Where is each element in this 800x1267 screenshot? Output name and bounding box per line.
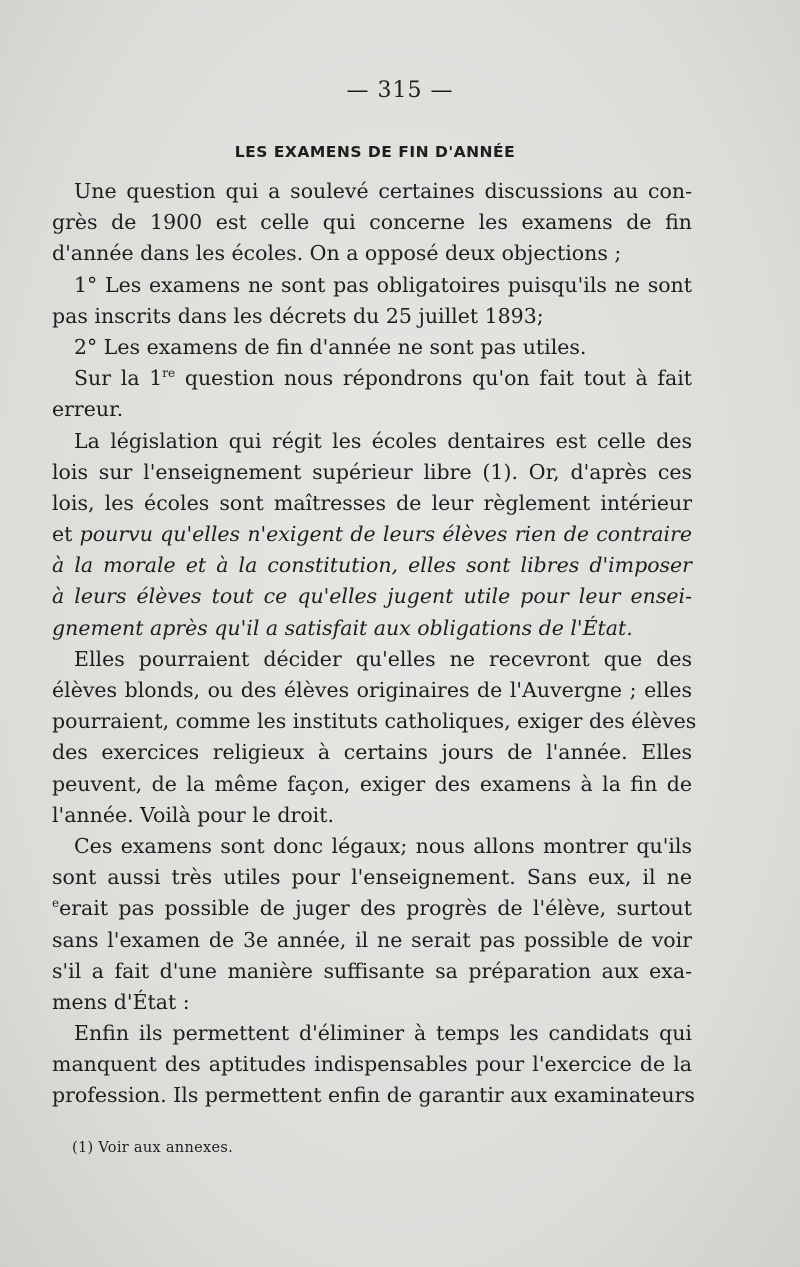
text-line: La législation qui régit les écoles dentaires est celle des	[74, 428, 692, 453]
text-line: erreur.	[52, 397, 124, 422]
body-text	[52, 176, 697, 1112]
text-line: des exercices religieux à certains jours de l'année. Elles	[52, 740, 692, 765]
text-line: élèves blonds, ou des élèves originaires de l'Auvergne ; elles	[52, 678, 692, 702]
text-line: 1° Les examens ne sont pas obligatoires puisqu'ils ne sont	[74, 272, 692, 297]
text-line: grès de 1900 est celle qui concerne les examens de fin	[52, 210, 692, 235]
text-line: mens d'État :	[52, 989, 190, 1014]
text-line: Elles pourraient décider qu'elles ne recevront que des	[74, 646, 692, 671]
text-line: pas inscrits dans les décrets du 25 juillet 1893;	[52, 303, 544, 328]
text-line: d'année dans les écoles. On a opposé deux objections ;	[52, 241, 622, 266]
text-line: Ces examens sont donc légaux; nous allons montrer qu'ils	[74, 833, 692, 858]
text-line: s'il a fait d'une manière suffisante sa préparation aux exa-	[52, 958, 692, 983]
text-line: profession. Ils permettent enfin de garantir aux examinateurs	[52, 1083, 695, 1108]
footnote: (1) Voir aux annexes.	[72, 1140, 233, 1156]
text-line: peuvent, de la même façon, exiger des examens à la fin de	[52, 771, 692, 796]
text-line: pourraient, comme les instituts catholiques, exiger des élèves	[52, 709, 697, 734]
text-line: à la morale et à la constitution, elles sont libres d'imposer	[52, 553, 692, 578]
text-line: Une question qui a soulevé certaines discussions au con-	[74, 179, 692, 203]
text-line: sont aussi très utiles pour l'enseignement. Sans eux, il ne	[52, 865, 692, 890]
text-line: lois sur l'enseignement supérieur libre (1). Or, d'après ces	[52, 459, 692, 484]
text-line: $^e$erait pas possible de juger des progrès de l'élève, surtout	[52, 896, 692, 921]
text-line: manquent des aptitudes indispensables pour l'exercice de la	[52, 1052, 692, 1077]
text-line: et pourvu qu'elles n'exigent de leurs élèves rien de contraire	[52, 522, 693, 547]
text-line: lois, les écoles sont maîtresses de leur règlement intérieur	[52, 490, 692, 515]
text-line: sans l'examen de 3e année, il ne serait pas possible de voir	[52, 927, 692, 952]
text-line: Enfin ils permettent d'éliminer à temps les candidats qui	[74, 1021, 692, 1046]
page-number: — 315 —	[346, 78, 454, 103]
text-line: Sur la 1re question nous répondrons qu'on fait tout à fait	[74, 366, 692, 391]
text-line: à leurs élèves tout ce qu'elles jugent utile pour leur ensei-	[52, 584, 692, 609]
text-line: 2° Les examens de fin d'année ne sont pas utiles.	[74, 334, 587, 359]
text-line: gnement après qu'il a satisfait aux obligations de l'État.	[52, 615, 633, 640]
section-title: LES EXAMENS DE FIN D'ANNÉE	[234, 143, 516, 161]
text-line: l'année. Voilà pour le droit.	[52, 802, 334, 827]
